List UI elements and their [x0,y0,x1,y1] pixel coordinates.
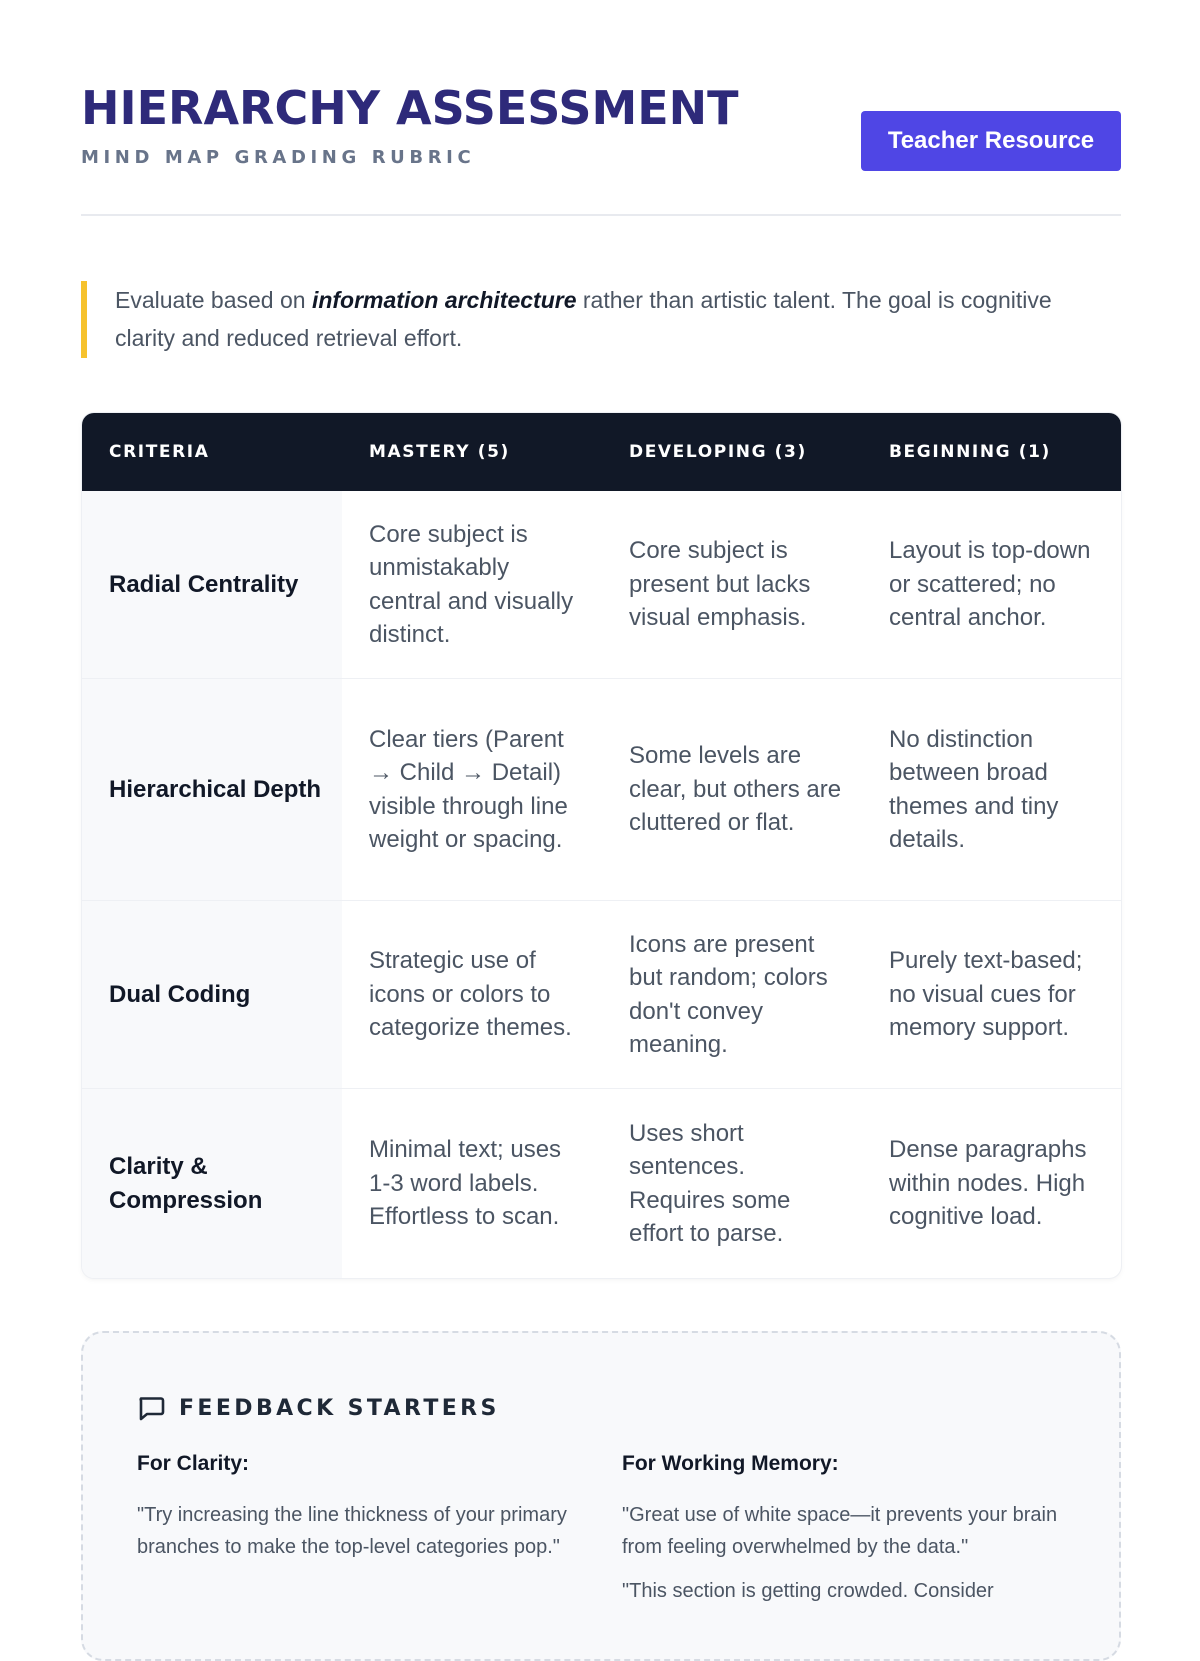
developing-cell: Some levels are clear, but others are cluttered or flat. [602,679,862,901]
teacher-resource-button[interactable]: Teacher Resource [861,111,1121,171]
criteria-cell: Hierarchical Depth [82,679,342,901]
feedback-column-working-memory [622,1449,1062,1619]
feedback-item: "Try increasing the line thickness of your primary branches to make the top-level categories pop." [137,1504,567,1558]
intro-emphasis: information architecture [311,287,577,313]
beginning-cell: Layout is top-down or scattered; no central anchor. [862,491,1121,679]
header-beginning: BEGINNING (1) [862,413,1121,491]
table-row [82,901,1121,1089]
beginning-cell: No distinction between broad themes and tiny details. [862,679,1121,901]
header-criteria: CRITERIA [82,413,342,491]
developing-cell: Core subject is present but lacks visual emphasis. [602,491,862,679]
page-header [81,74,1121,216]
beginning-cell: Purely text-based; no visual cues for memory support. [862,901,1121,1089]
rubric-header-row [82,413,1121,491]
mastery-cell: Minimal text; uses 1-3 word labels. Effortless to scan. [369,1136,562,1231]
criteria-cell: Dual Coding [82,901,342,1089]
table-row [82,1089,1121,1278]
feedback-heading: For Working Memory: [622,1452,839,1475]
mastery-cell: Clear tiers (Parent → Child → Detail) visible through line weight or spacing. [342,679,602,901]
developing-cell: Uses short sentences. Requires some effort to parse. [629,1119,791,1247]
mastery-cell: Core subject is unmistakably central and visually distinct. [342,491,602,679]
intro-callout [81,281,1121,358]
feedback-item: "This section is getting crowded. Consider [622,1580,994,1602]
table-row [82,491,1121,679]
feedback-heading: For Clarity: [137,1452,250,1475]
intro-line-1 [115,281,1121,319]
header-developing: DEVELOPING (3) [602,413,862,491]
table-row [82,679,1121,901]
intro-line-2: clarity and reduced retrieval effort. [115,325,463,351]
rubric-table [82,413,1121,1278]
beginning-cell: Dense paragraphs within nodes. High cognitive load. [889,1136,1087,1231]
header-mastery: MASTERY (5) [342,413,602,491]
chat-bubble-icon [137,1395,165,1421]
intro-text-before: Evaluate based on [115,287,306,313]
criteria-cell: Radial Centrality [82,491,342,679]
feedback-item: "Great use of white space—it prevents your brain from feeling overwhelmed by the data." [622,1504,1058,1558]
mastery-cell: Strategic use of icons or colors to categorize themes. [342,901,602,1089]
feedback-header [137,1391,500,1425]
feedback-column-clarity [137,1449,567,1575]
developing-cell: Icons are present but random; colors don't convey meaning. [602,901,862,1089]
feedback-title: FEEDBACK STARTERS [179,1395,500,1421]
page-title: HIERARCHY ASSESSMENT [81,81,739,135]
criteria-cell: Clarity & Compression [82,1089,342,1278]
page-subtitle: MIND MAP GRADING RUBRIC [81,147,476,168]
intro-text-after: rather than artistic talent. The goal is cognitive [582,287,1052,313]
feedback-starters-panel [81,1331,1121,1661]
